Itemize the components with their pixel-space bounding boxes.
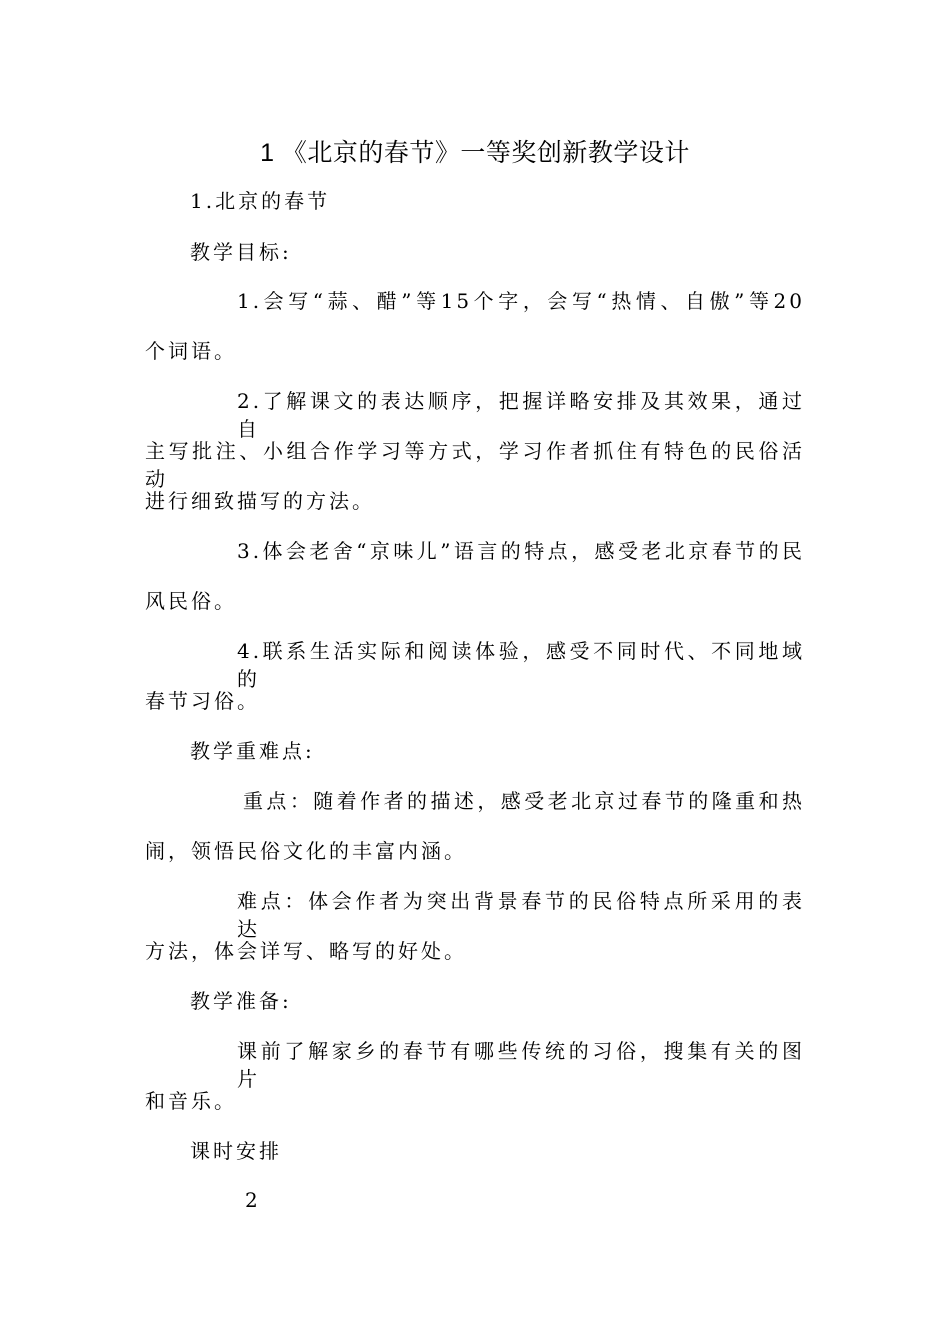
objective-3-line-1: 3.体会老舍“京味儿”语言的特点，感受老北京春节的民	[237, 539, 805, 563]
objective-4-line-1: 4.联系生活实际和阅读体验，感受不同时代、不同地域的	[237, 639, 805, 691]
key-point-line-2: 闹，领悟民俗文化的丰富内涵。	[145, 839, 467, 863]
objective-2-line-1: 2.了解课文的表达顺序，把握详略安排及其效果，通过自	[237, 389, 805, 441]
difficulty-line-2: 方法，体会详写、略写的好处。	[145, 939, 467, 963]
objective-1-line-2: 个词语。	[145, 339, 237, 363]
objective-1-line-1: 1.会写“蒜、醋”等15个字，会写“热情、自傲”等20	[237, 289, 805, 313]
preparation-line-2: 和音乐。	[145, 1089, 237, 1113]
schedule-value: 2	[245, 1188, 261, 1212]
objective-4-line-2: 春节习俗。	[145, 689, 260, 713]
objective-3-line-2: 风民俗。	[145, 589, 237, 613]
objective-2-line-3: 进行细致描写的方法。	[145, 489, 375, 513]
key-point-line-1: 重点：随着作者的描述，感受老北京过春节的隆重和热	[243, 789, 805, 813]
key-points-heading: 教学重难点:	[190, 739, 315, 763]
schedule-heading: 课时安排	[190, 1139, 282, 1163]
objective-2-line-2: 主写批注、小组合作学习等方式，学习作者抓住有特色的民俗活动	[145, 439, 805, 491]
objectives-heading: 教学目标:	[190, 240, 292, 264]
document-title: 1 《北京的春节》一等奖创新教学设计	[260, 139, 690, 167]
lesson-subtitle: 1.北京的春节	[190, 189, 331, 213]
preparation-heading: 教学准备:	[190, 989, 292, 1013]
preparation-line-1: 课前了解家乡的春节有哪些传统的习俗，搜集有关的图片	[237, 1039, 805, 1091]
difficulty-line-1: 难点：体会作者为突出背景春节的民俗特点所采用的表达	[237, 889, 805, 941]
